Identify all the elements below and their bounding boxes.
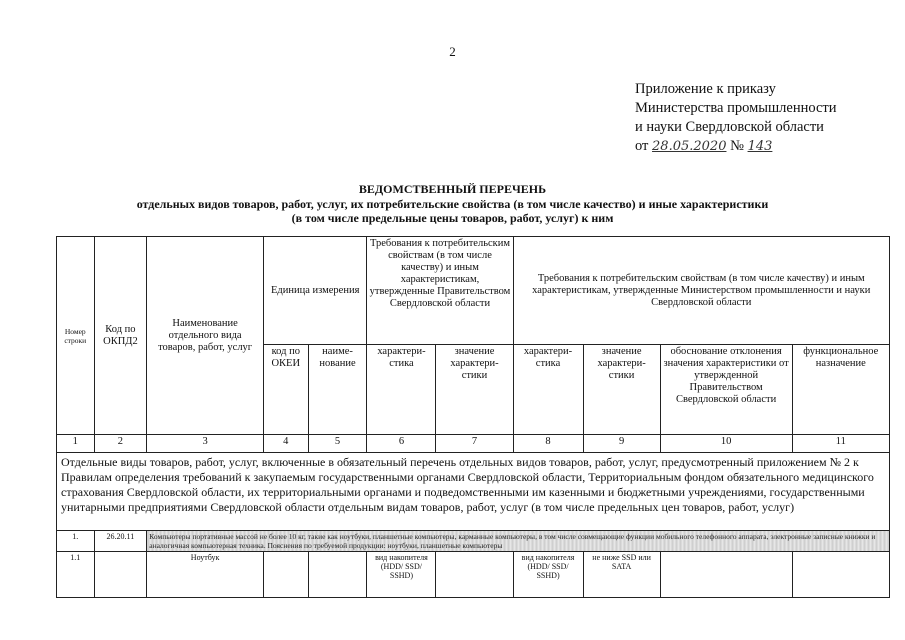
row-1-1-gov-characteristic: вид накопителя (HDD/ SSD/ SSHD) <box>367 552 436 598</box>
header-gov-characteristic: характери-стика <box>367 345 436 435</box>
header-gov-requirements: Требования к потребительским свойствам (в том числе качеству) и иным характеристикам, утвержденные Правительством Свердловской области <box>367 237 513 345</box>
header-functional-purpose: функциональное назначение <box>792 345 889 435</box>
row-1-1-functional-purpose <box>792 552 889 598</box>
header-justification: обоснование отклонения значения характеристики от утвержденной Правительством Свердловской области <box>660 345 792 435</box>
column-number: 4 <box>263 435 308 453</box>
appendix-date-line <box>635 137 837 156</box>
section-description: Отдельные виды товаров, работ, услуг, включенные в обязательный перечень отдельных видов товаров, работ, услуг, предусмотренный приложением № 2 к Правилам определения требований к закупаемым государственными органами Свердловской области, Территориальным фондом обязательного медицинского страхования Свердловской области, их территориальными органами и подведомственными им казенными и бюджетными учреждениями, государственными унитарными предприятиями Свердловской области отдельным видам товаров, работ, услуг (в том числе предельных цен товаров, работ, услуг) <box>57 453 890 531</box>
header-gov-value: значение характери-стики <box>436 345 513 435</box>
column-number: 9 <box>583 435 660 453</box>
column-number: 6 <box>367 435 436 453</box>
appendix-line-3: и науки Свердловской области <box>635 119 824 135</box>
row-1-number: 1. <box>57 531 95 552</box>
column-number: 10 <box>660 435 792 453</box>
number-label: № <box>730 138 744 154</box>
appendix-block <box>635 80 837 156</box>
header-name: Наименование отдельного вида товаров, работ, услуг <box>147 237 264 435</box>
header-ministry-characteristic: характери-стика <box>513 345 583 435</box>
requirements-table <box>56 236 890 598</box>
row-1-1-unit-name <box>308 552 367 598</box>
row-1-1-justification <box>660 552 792 598</box>
header-okpd2: Код по ОКПД2 <box>94 237 147 435</box>
header-row-number: Номер строки <box>57 237 95 435</box>
header-unit-code: код по ОКЕИ <box>263 345 308 435</box>
header-ministry-requirements: Требования к потребительским свойствам (в том числе качеству) и иным характеристикам, утвержденные Министерством промышленности и науки Свердловской области <box>513 237 889 345</box>
column-number: 3 <box>147 435 264 453</box>
appendix-line-2: Министерства промышленности <box>635 100 837 116</box>
row-1-1-unit-code <box>263 552 308 598</box>
from-label: от <box>635 138 649 154</box>
row-1-1-ministry-characteristic: вид накопителя (HDD/ SSD/ SSHD) <box>513 552 583 598</box>
document-title <box>0 182 905 226</box>
row-1-1-name: Ноутбук <box>147 552 264 598</box>
title-line-3: (в том числе предельные цены товаров, работ, услуг) к ним <box>291 211 614 225</box>
row-1-1-number: 1.1 <box>57 552 95 598</box>
column-number: 8 <box>513 435 583 453</box>
title-line-1: ВЕДОМСТВЕННЫЙ ПЕРЕЧЕНЬ <box>358 182 547 196</box>
header-ministry-value: значение характери-стики <box>583 345 660 435</box>
title-line-2: отдельных видов товаров, работ, услуг, их потребительские свойства (в том числе качество) и иные характеристики <box>136 196 769 211</box>
row-1-code: 26.20.11 <box>94 531 147 552</box>
column-number: 11 <box>792 435 889 453</box>
column-number: 2 <box>94 435 147 453</box>
appendix-line-1: Приложение к приказу <box>635 81 776 97</box>
row-1-description: Компьютеры портативные массой не более 10 кг, такие как ноутбуки, планшетные компьютеры, карманные компьютеры, в том числе совмещающие функции мобильного телефонного аппарата, электронные записные книжки и аналогичная компьютерная техника. Пояснения по требуемой продукции: ноутбуки, планшетные компьютеры <box>147 531 890 552</box>
order-number: 143 <box>747 139 773 154</box>
row-1-1-ministry-value: не ниже SSD или SATA <box>583 552 660 598</box>
column-number: 7 <box>436 435 513 453</box>
row-1-1-code <box>94 552 147 598</box>
order-date: 28.05.2020 <box>652 139 727 154</box>
row-1-1-gov-value <box>436 552 513 598</box>
header-unit-name: наиме-нование <box>308 345 367 435</box>
column-number: 5 <box>308 435 367 453</box>
column-number: 1 <box>57 435 95 453</box>
header-unit: Единица измерения <box>263 237 367 345</box>
page-number: 2 <box>449 44 456 59</box>
